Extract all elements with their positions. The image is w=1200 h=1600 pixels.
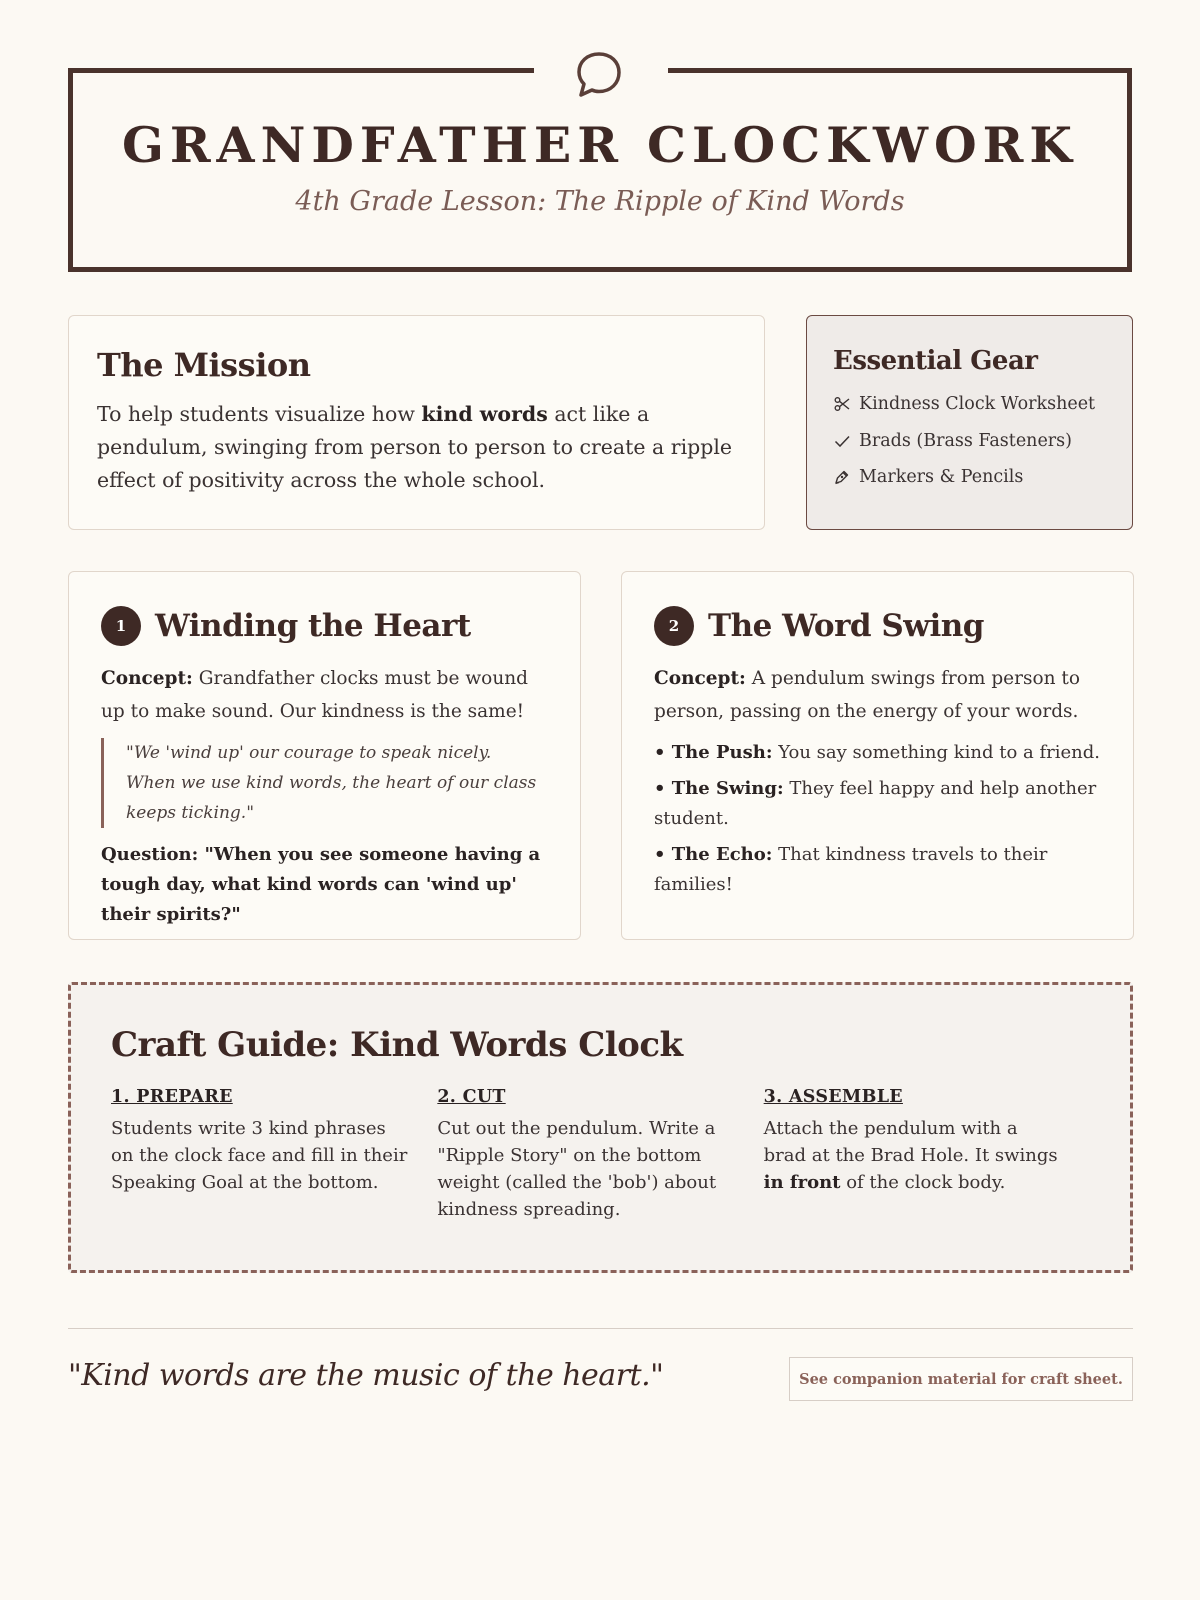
bullet-label: • The Push:: [654, 742, 773, 763]
bullet-item: [654, 738, 1101, 768]
mission-heading: The Mission: [97, 346, 311, 384]
craft-step-text: Students write 3 kind phrases on the clock face and fill in their Speaking Goal at the bottom.: [111, 1118, 408, 1193]
companion-note: See companion material for craft sheet.: [789, 1357, 1133, 1401]
gear-item-label: Markers & Pencils: [859, 467, 1024, 488]
mission-text: [97, 398, 736, 497]
step-concept: [101, 662, 548, 728]
craft-step-text-part: Attach the pendulum with a brad at the Brad Hole. It swings: [763, 1118, 1058, 1166]
essential-gear-card: [806, 315, 1133, 530]
bullet-text: You say something kind to a friend.: [772, 742, 1100, 763]
mission-text-part: To help students visualize how: [97, 402, 422, 426]
craft-step-text-part: of the clock body.: [840, 1172, 1006, 1193]
footer-quote: "Kind words are the music of the heart.": [68, 1358, 664, 1393]
concept-label: Concept:: [101, 668, 193, 689]
craft-steps: [111, 1087, 1090, 1223]
mission-card: [68, 315, 765, 530]
mission-text-part: act like a pendulum, swinging from person to person to create a ripple effect of positivity across the whole school.: [97, 402, 733, 492]
concept-label: Concept:: [654, 668, 746, 689]
step-card-winding-the-heart: [68, 571, 581, 940]
gear-item: [833, 423, 1106, 460]
mission-text-bold: kind words: [421, 402, 548, 426]
page-title: GRANDFATHER CLOCKWORK: [121, 116, 1078, 174]
bullet-item: [654, 774, 1101, 834]
craft-guide-box: [68, 982, 1133, 1273]
craft-step-title: 1. PREPARE: [111, 1087, 233, 1107]
step-header: [101, 606, 548, 646]
craft-step: [437, 1087, 763, 1223]
bullet-text: They feel happy and help another student.: [654, 778, 1097, 829]
craft-step-title: 3. ASSEMBLE: [763, 1087, 903, 1107]
step-concept: [654, 662, 1101, 728]
step-heading: Winding the Heart: [155, 608, 471, 644]
craft-step: [111, 1087, 437, 1223]
craft-step-title: 2. CUT: [437, 1087, 506, 1107]
gear-item-label: Brads (Brass Fasteners): [859, 430, 1072, 451]
craft-step-text-bold: in front: [763, 1172, 841, 1193]
page-subtitle: 4th Grade Lesson: The Ripple of Kind Words: [295, 186, 905, 217]
pen-icon: [833, 468, 851, 486]
step-number-badge: 1: [101, 606, 141, 646]
craft-step-text: Cut out the pendulum. Write a "Ripple Story" on the bottom weight (called the 'bob') about kindness spreading.: [437, 1118, 717, 1220]
bullet-item: [654, 840, 1101, 900]
gear-list: [833, 386, 1106, 496]
craft-heading: Craft Guide: Kind Words Clock: [111, 1025, 683, 1065]
speech-bubble-icon: [571, 46, 627, 102]
craft-step: [764, 1087, 1090, 1223]
craft-step-text: [764, 1115, 1064, 1196]
step-question: Question: "When you see someone having a tough day, what kind words can 'wind up' their spirits?": [101, 844, 541, 925]
bullet-label: • The Echo:: [654, 844, 773, 865]
step-quote: "We 'wind up' our courage to speak nicely. When we use kind words, the heart of our class keeps ticking.": [101, 738, 548, 828]
concept-text: A pendulum swings from person to person, passing on the energy of your words.: [654, 668, 1080, 722]
bullet-label: • The Swing:: [654, 778, 784, 799]
step-header: [654, 606, 1101, 646]
footer-divider: [68, 1328, 1133, 1329]
step-card-the-word-swing: [621, 571, 1134, 940]
step-number-badge: 2: [654, 606, 694, 646]
gear-item: [833, 459, 1106, 496]
gear-heading: Essential Gear: [833, 346, 1038, 376]
gear-item-label: Kindness Clock Worksheet: [859, 394, 1096, 415]
scissors-icon: [833, 395, 851, 413]
bullet-text: That kindness travels to their families!: [654, 844, 1048, 895]
check-icon: [833, 432, 851, 450]
concept-text: Grandfather clocks must be wound up to make sound. Our kindness is the same!: [101, 668, 528, 722]
step-bullets: [654, 738, 1101, 900]
gear-item: [833, 386, 1106, 423]
step-heading: The Word Swing: [708, 608, 984, 644]
